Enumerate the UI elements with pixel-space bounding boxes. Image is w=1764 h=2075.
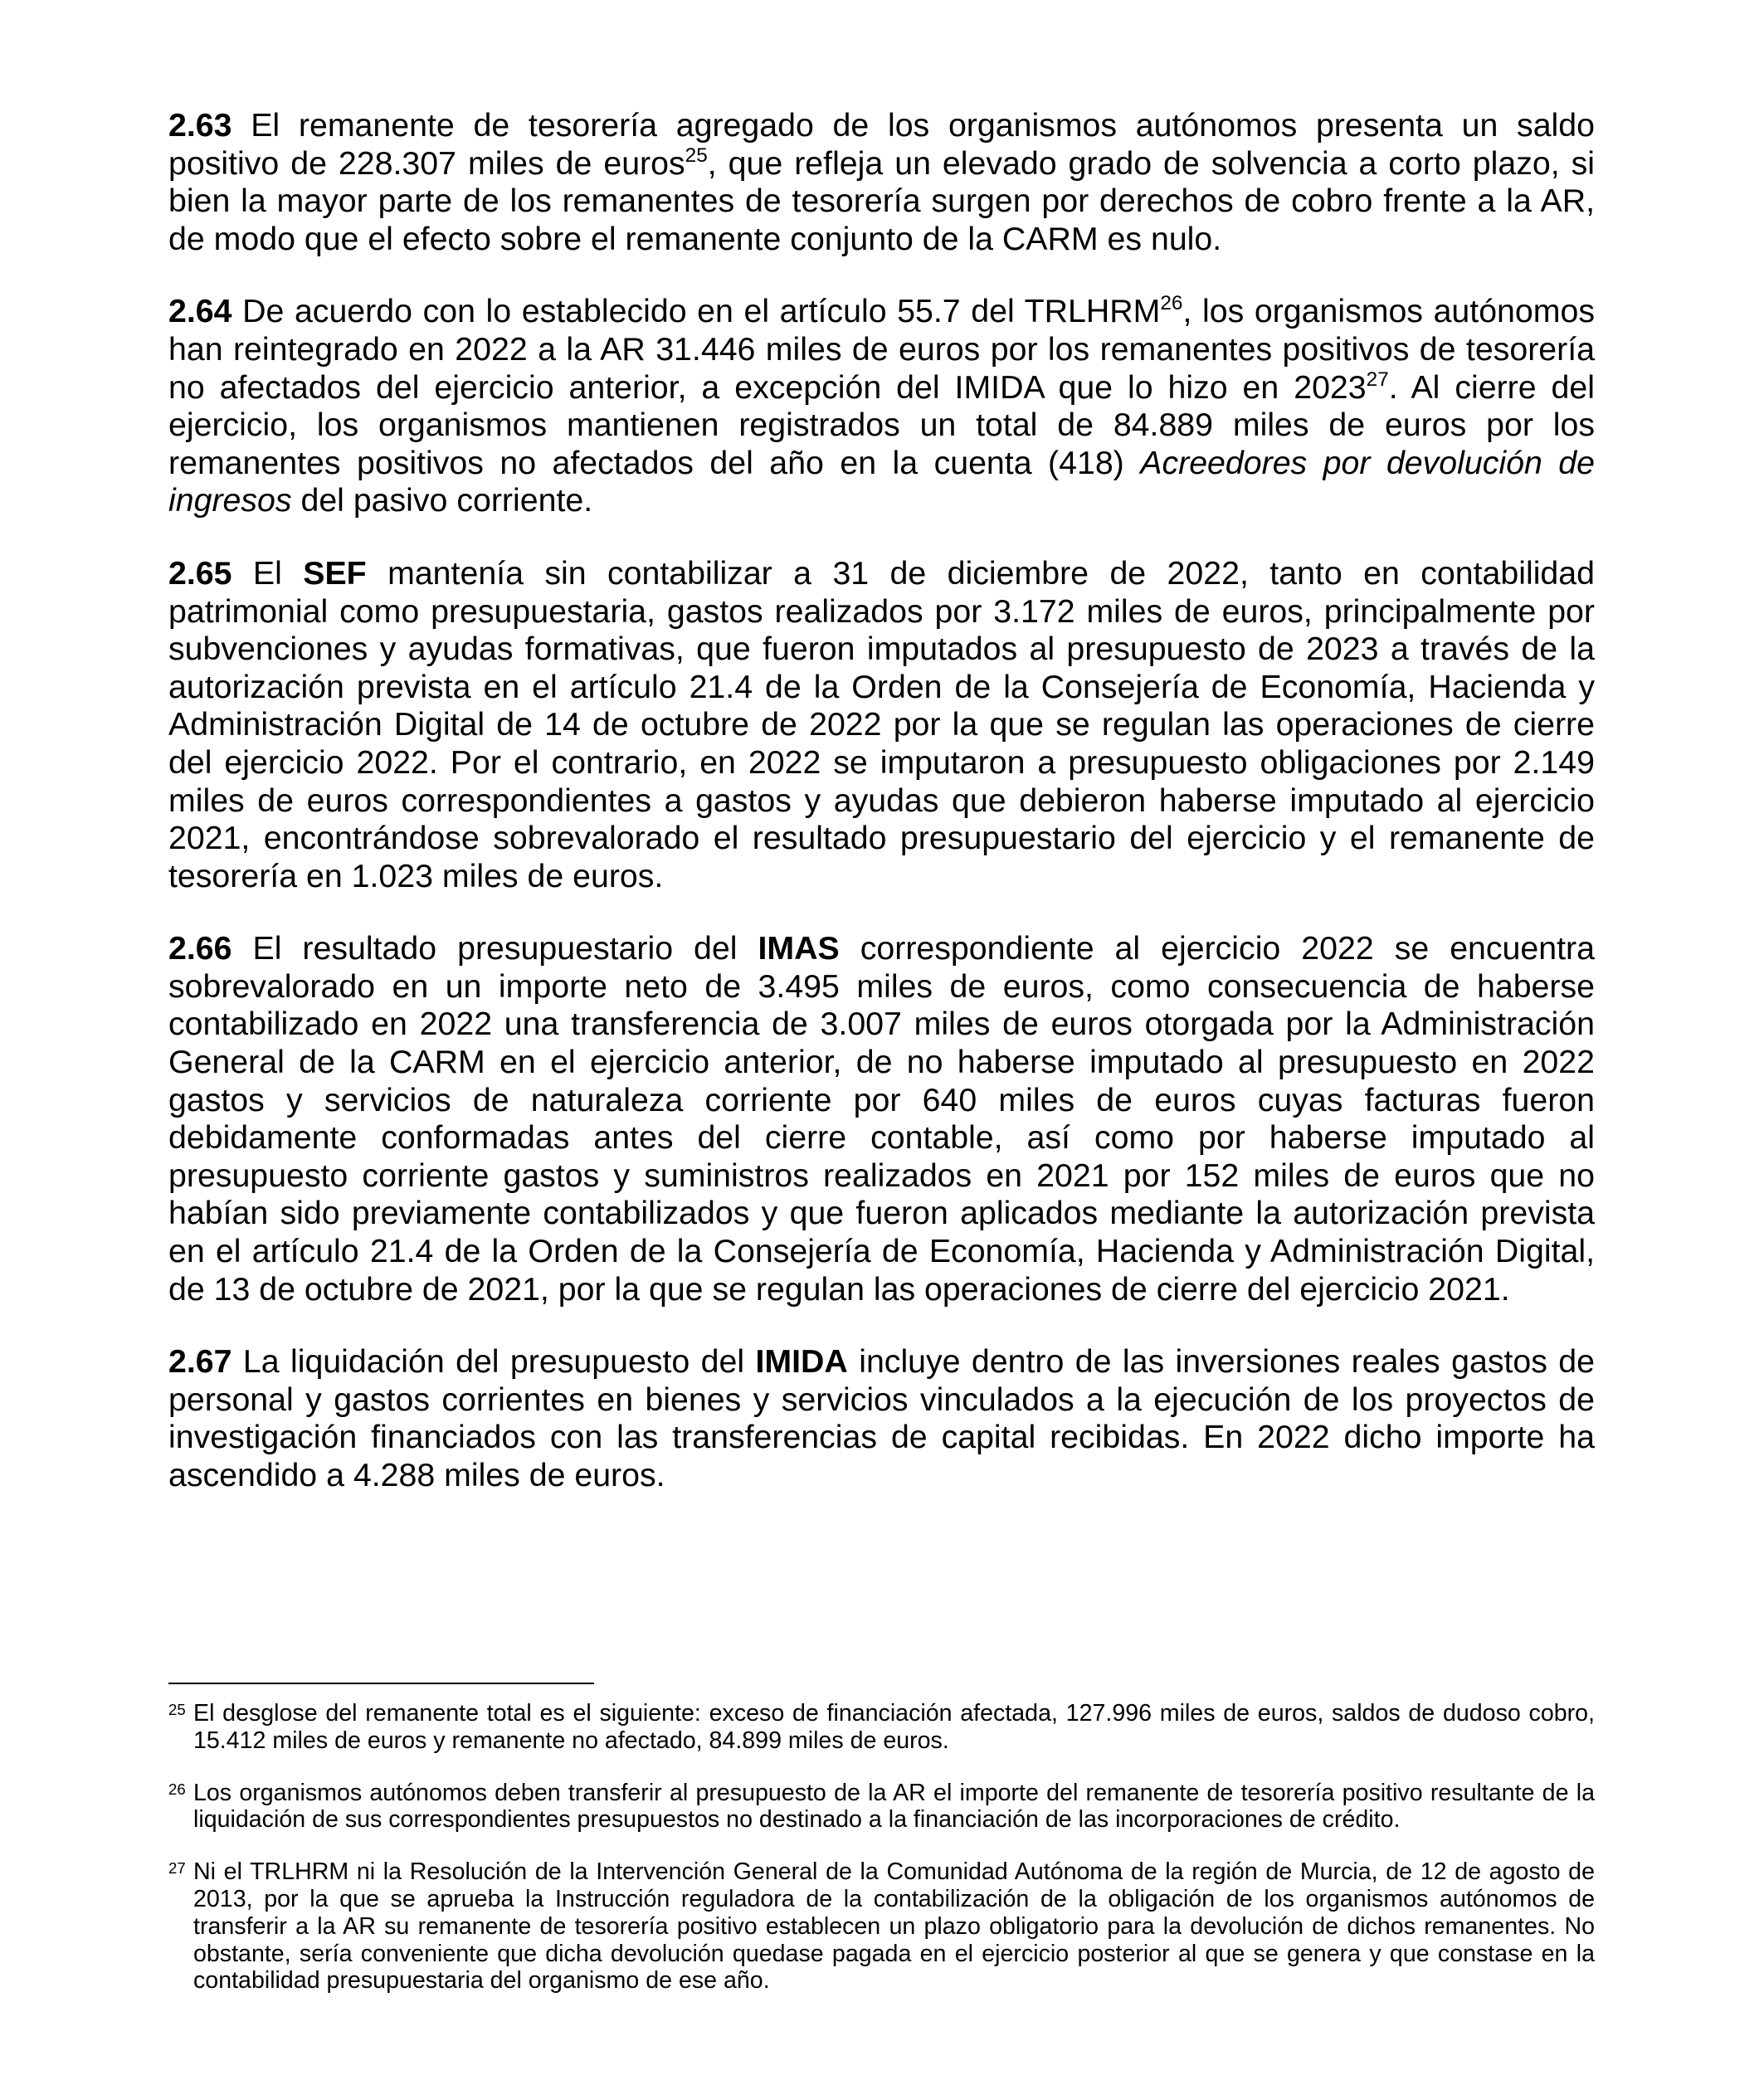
paragraph-text: , los organismos autónomos han reintegrado en 2022 a la AR 31.446 miles de euros por los remanentes positivos de tesorería no afectados del ejercicio anterior, a excepción del IMIDA que lo hizo en 2023 — [168, 293, 1595, 406]
footnote-26 — [168, 1780, 1595, 1834]
entity-name: IMIDA — [755, 1343, 848, 1381]
paragraph-text: , que refleja un elevado grado de solvencia a corto plazo, si bien la mayor parte de los remanentes de tesorería surgen por derechos de cobro frente a la AR, de modo que el efecto sobre el remanente conjunto de la CARM es nulo. — [168, 144, 1595, 257]
footnote-ref: 26 — [1160, 292, 1183, 315]
footnote-text: El desglose del remanente total es el siguiente: exceso de financiación afectada, 127.996 miles de euros, saldos de dudoso cobro, 15.412 miles de euros y remanente no afectado, 84.899 miles de euros. — [193, 1700, 1595, 1754]
footnote-27 — [168, 1858, 1595, 1995]
footnote-25 — [168, 1700, 1595, 1755]
paragraph-text: El remanente de tesorería agregado de los organismos autónomos presenta un saldo positivo de 228.307 miles de euros — [168, 107, 1595, 182]
footnote-ref: 25 — [685, 144, 708, 167]
footnote-number: 25 — [168, 1701, 186, 1718]
account-name: Acreedores por devolución de ingresos — [168, 444, 1596, 519]
paragraph-text: correspondiente al ejercicio 2022 se encuentra sobrevalorado en un importe neto de 3.495 miles de euros, como consecuencia de haberse contabilizado en 2022 una transferencia de 3.007 miles de euros otorgada por la Administración General de la CARM en el ejercicio anterior, de no haberse imputado al presupuesto en 2022 gastos y servicios de naturaleza corriente por 640 miles de euros cuyas facturas fueron debidamente conformadas antes del cierre contable, así como por haberse imputado al presupuesto corriente gastos y suministros realizados en 2021 por 152 miles de euros que no habían sido previamente contabilizados y que fueron aplicados mediante la autorización prevista en el artículo 21.4 de la Orden de la Consejería de Economía, Hacienda y Administración Digital, de 13 de octubre de 2021, por la que se regulan las operaciones de cierre del ejercicio 2021. — [168, 930, 1595, 1308]
paragraph-2-63 — [168, 107, 1595, 258]
paragraph-number: 2.64 — [168, 293, 232, 330]
paragraph-text: El — [231, 554, 304, 592]
entity-name: SEF — [303, 554, 367, 592]
paragraph-text: del pasivo corriente. — [291, 482, 593, 519]
paragraph-text: De acuerdo con lo establecido en el artículo 55.7 del TRLHRM — [231, 293, 1161, 330]
paragraph-text: mantenía sin contabilizar a 31 de diciembre de 2022, tanto en contabilidad patrimonial como presupuestaria, gastos realizados por 3.172 miles de euros, principalmente por subvenciones y ayudas formativas, que fueron imputados al presupuesto de 2023 a través de la autorización prevista en el artículo 21.4 de la Orden de la Consejería de Economía, Hacienda y Administración Digital de 14 de octubre de 2022 por la que se regulan las operaciones de cierre del ejercicio 2022. Por el contrario, en 2022 se imputaron a presupuesto obligaciones por 2.149 miles de euros correspondientes a gastos y ayudas que debieron haberse imputado al ejercicio 2021, encontrándose sobrevalorado el resultado presupuestario del ejercicio y el remanente de tesorería en 1.023 miles de euros. — [168, 554, 1595, 894]
footnote-separator — [168, 1683, 594, 1684]
paragraph-text: incluye dentro de las inversiones reales gastos de personal y gastos corrientes en bienes y servicios vinculados a la ejecución de los proyectos de investigación financiados con las transferencias de capital recibidas. En 2022 dicho importe ha ascendido a 4.288 miles de euros. — [168, 1343, 1595, 1493]
footnote-number: 26 — [168, 1780, 186, 1798]
paragraph-number: 2.67 — [168, 1343, 232, 1381]
paragraph-text: La liquidación del presupuesto del — [231, 1343, 756, 1381]
paragraph-text: El resultado presupuestario del — [231, 930, 758, 967]
footnotes — [168, 1700, 1595, 2019]
paragraph-text: . Al cierre del ejercicio, los organismos mantienen registrados un total de 84.889 miles de euros por los remanentes positivos no afectados del año en la cuenta (418) — [168, 368, 1595, 481]
paragraph-2-64 — [168, 293, 1595, 520]
paragraph-2-65 — [168, 555, 1595, 895]
footnote-text: Los organismos autónomos deben transferir al presupuesto de la AR el importe del remanente de tesorería positivo resultante de la liquidación de sus correspondientes presupuestos no destinado a la financiación de las incorporaciones de crédito. — [193, 1779, 1595, 1834]
paragraph-number: 2.63 — [168, 107, 232, 144]
footnote-number: 27 — [168, 1859, 186, 1878]
paragraph-2-66 — [168, 930, 1595, 1308]
footnote-ref: 27 — [1366, 368, 1389, 391]
entity-name: IMAS — [758, 930, 840, 967]
footnote-text: Ni el TRLHRM ni la Resolución de la Intervención General de la Comunidad Autónoma de la región de Murcia, de 12 de agosto de 2013, por la que se aprueba la Instrucción reguladora de la contabilización de la obligación de los organismos autónomos de transferir a la AR su remanente de tesorería positivo establecen un plazo obligatorio para la devolución de dichos remanentes. No obstante, sería conveniente que dicha devolución quedase pagada en el ejercicio posterior al que se genera y que constase en la contabilidad presupuestaria del organismo de ese año. — [193, 1858, 1595, 1995]
main-body — [168, 107, 1595, 1530]
paragraph-number: 2.66 — [168, 930, 232, 967]
paragraph-number: 2.65 — [168, 554, 232, 592]
paragraph-2-67 — [168, 1343, 1595, 1494]
